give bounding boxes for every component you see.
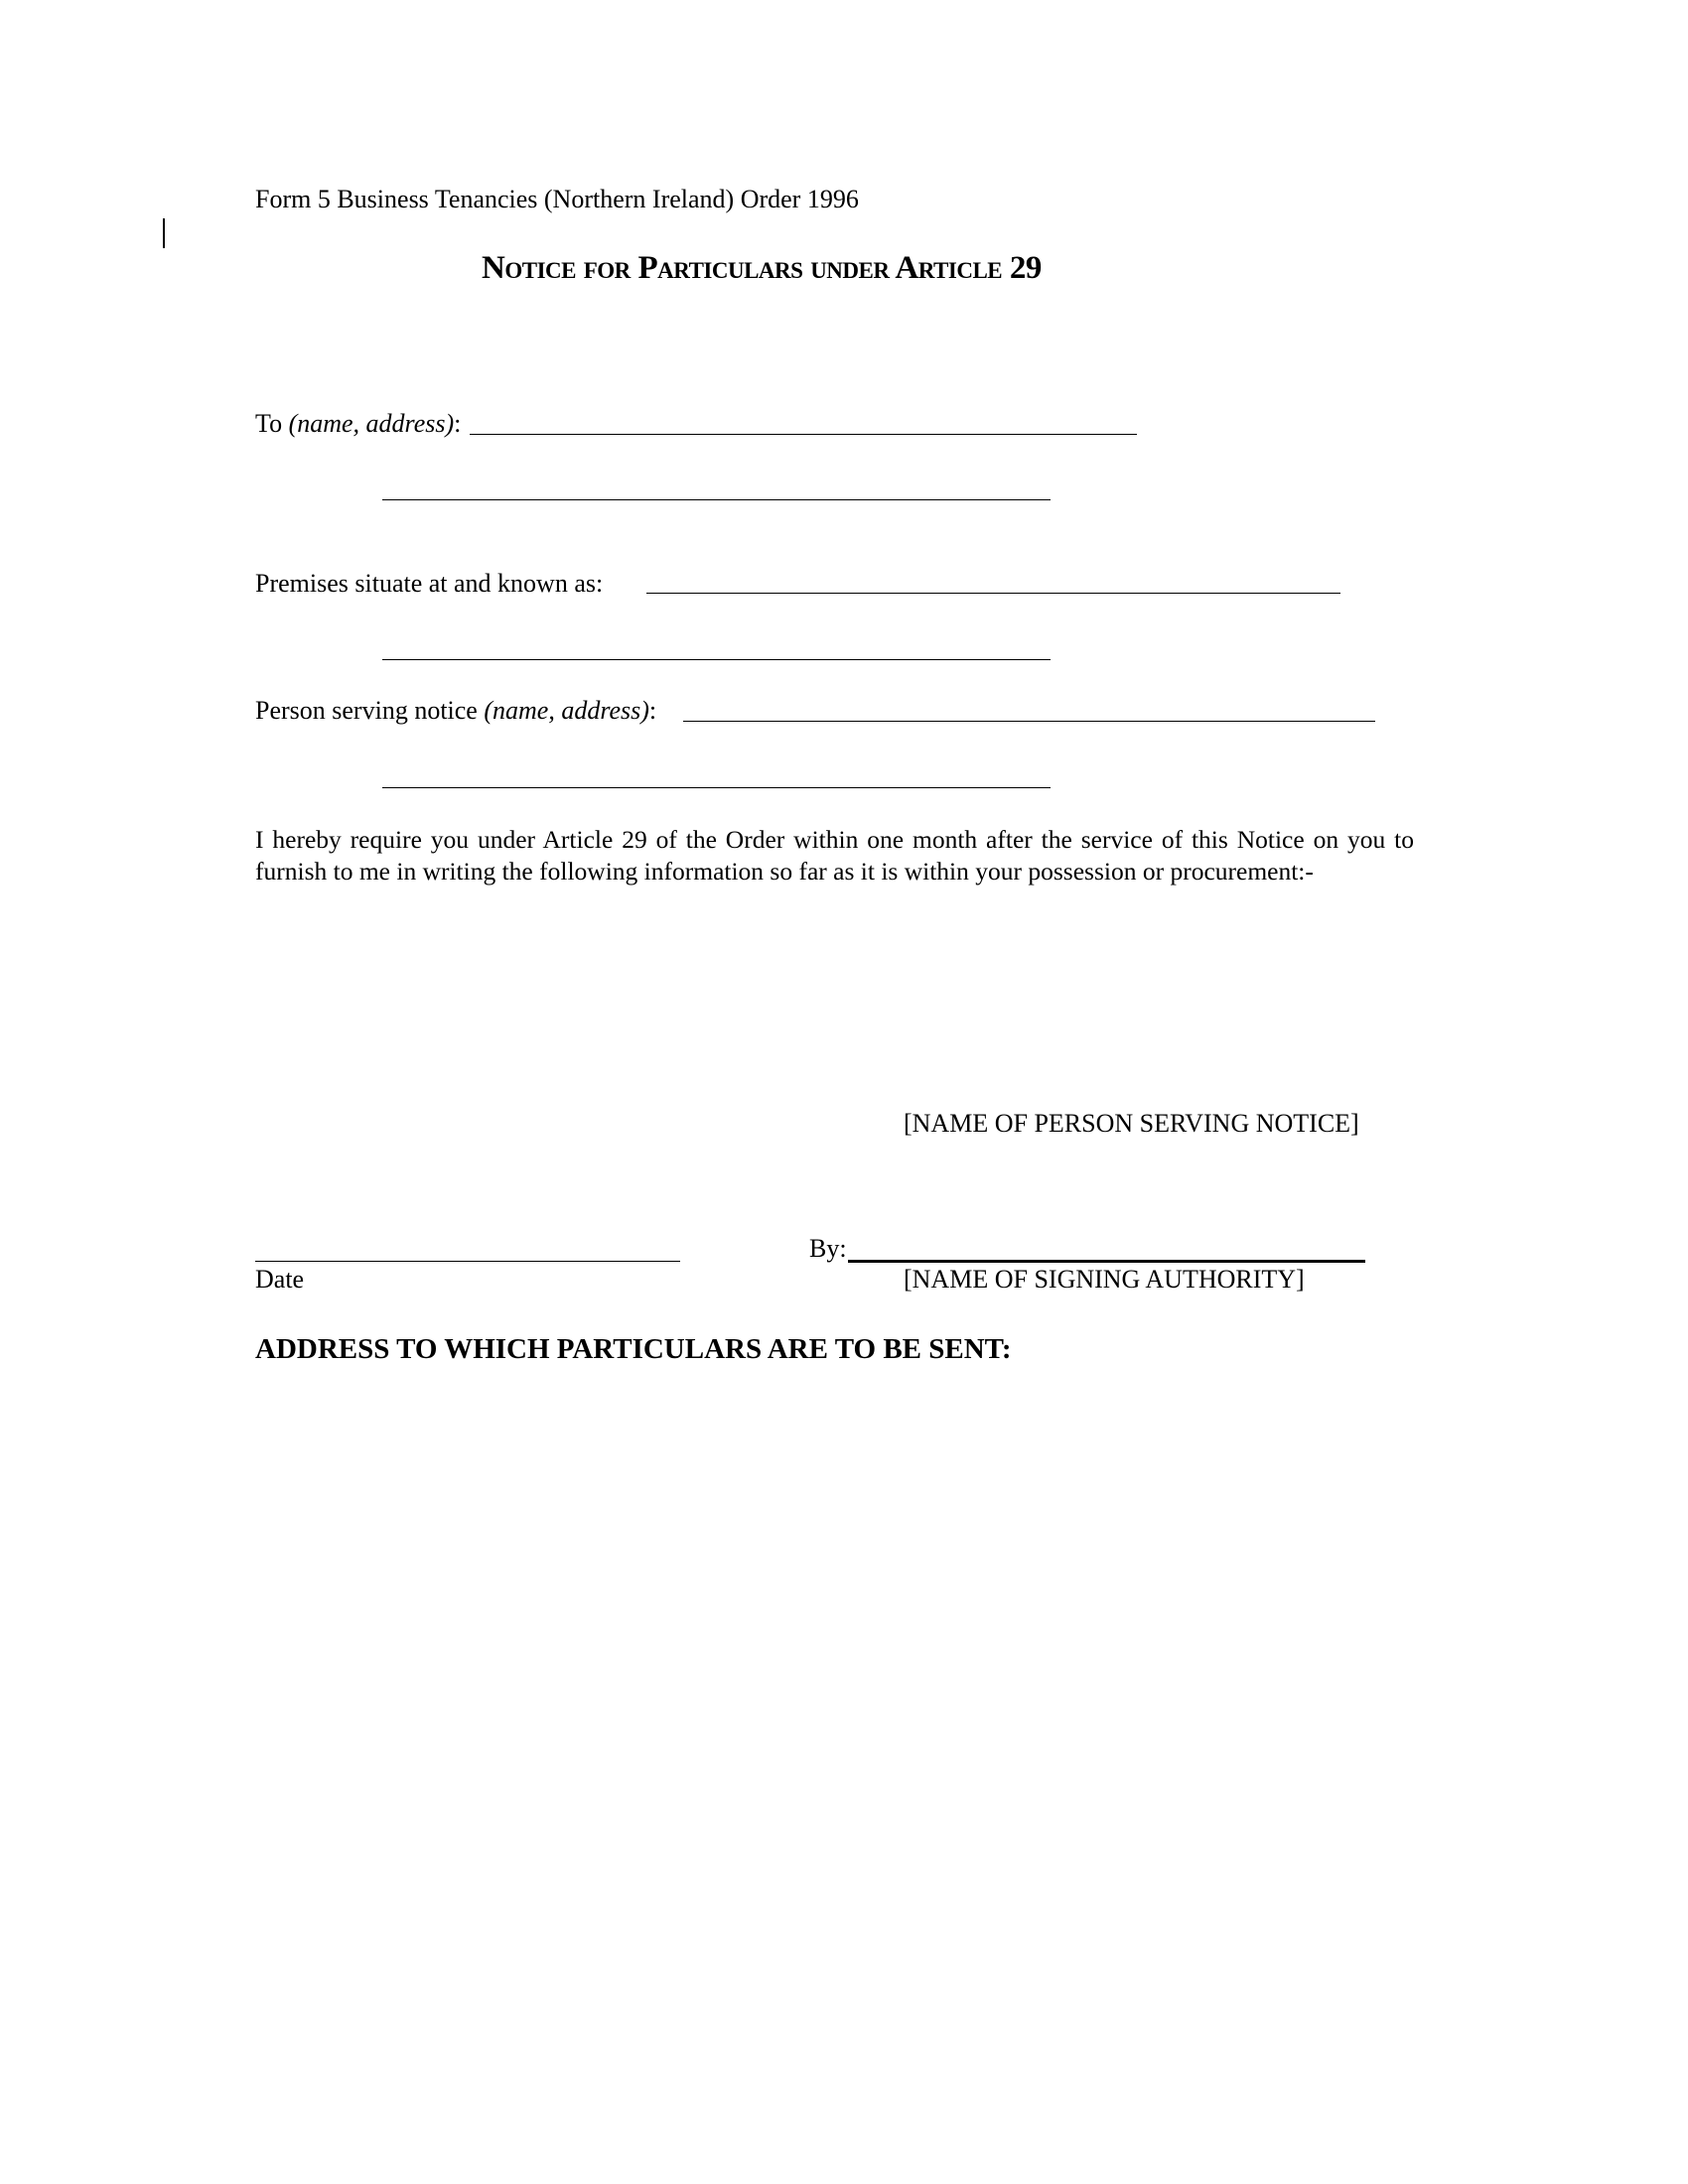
person-serving-label — [255, 696, 656, 726]
person-label-italic: (name, address) — [484, 696, 649, 725]
form-header: Form 5 Business Tenancies (Northern Ireland) Order 1996 — [255, 185, 859, 213]
to-label-italic: (name, address) — [288, 409, 455, 438]
text-cursor — [163, 218, 165, 248]
to-field-line-1[interactable] — [470, 434, 1137, 435]
address-heading: ADDRESS TO WHICH PARTICULARS ARE TO BE SENT: — [255, 1333, 1012, 1365]
signature-field-line[interactable] — [848, 1260, 1365, 1263]
to-field-line-2[interactable] — [382, 499, 1051, 500]
signing-authority-placeholder: [NAME OF SIGNING AUTHORITY] — [904, 1265, 1305, 1294]
premises-field-line-1[interactable] — [646, 593, 1340, 594]
person-serving-field-line-1[interactable] — [683, 721, 1375, 722]
premises-field-line-2[interactable] — [382, 659, 1051, 660]
person-label-text: Person serving notice — [255, 696, 485, 725]
to-label — [255, 409, 461, 439]
person-serving-field-line-2[interactable] — [382, 787, 1051, 788]
to-label-text: To — [255, 409, 289, 438]
notice-body: I hereby require you under Article 29 of the Order within one month after the service of this Notice on you to furnish to me in writing the following information so far as it is within your possession or procurement:- — [255, 825, 1414, 886]
person-label-colon: : — [648, 696, 657, 725]
premises-label: Premises situate at and known as: — [255, 569, 604, 598]
to-label-colon: : — [454, 409, 462, 438]
date-field-line[interactable] — [255, 1261, 680, 1262]
page-title: Notice for Particulars under Article 29 — [482, 250, 1042, 286]
date-label: Date — [255, 1265, 305, 1294]
by-label: By: — [809, 1234, 847, 1263]
person-serving-name-placeholder: [NAME OF PERSON SERVING NOTICE] — [904, 1109, 1359, 1138]
